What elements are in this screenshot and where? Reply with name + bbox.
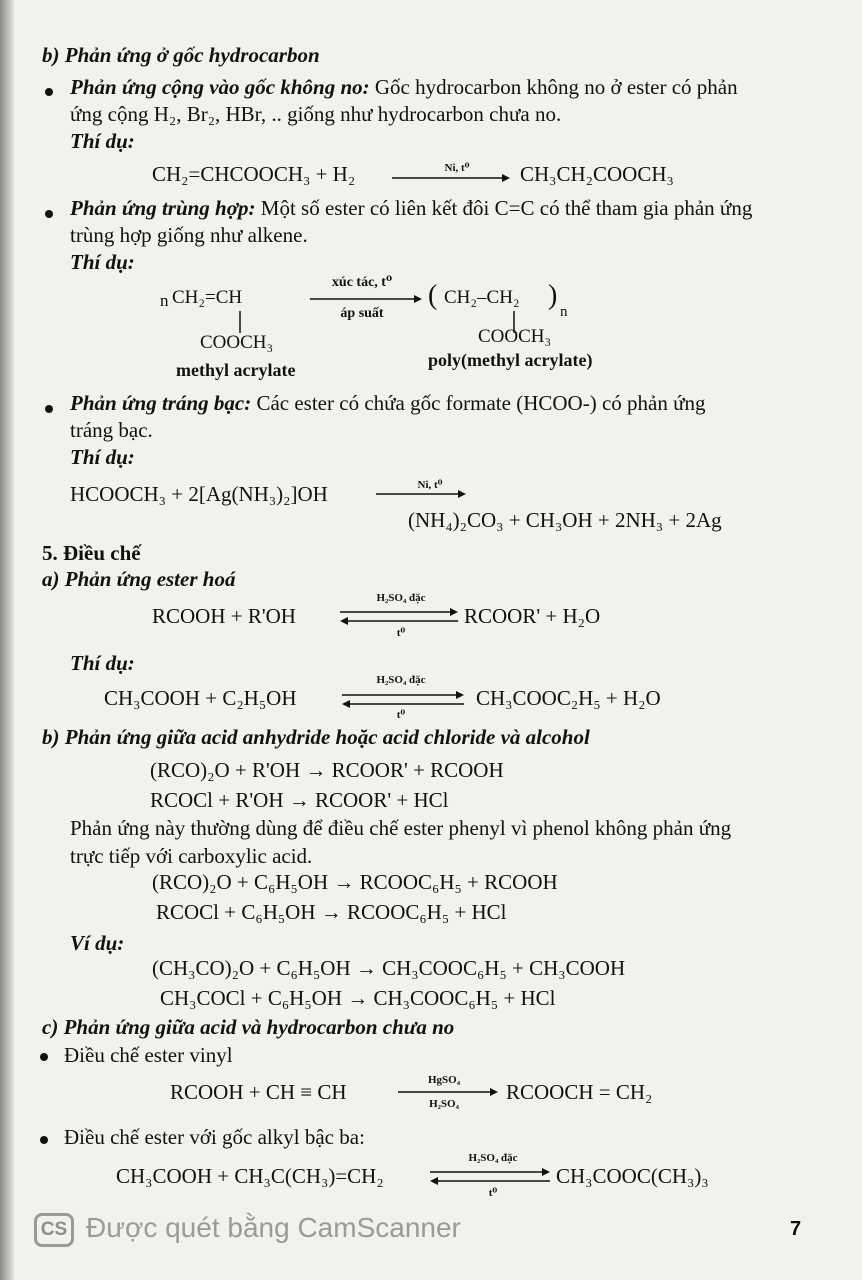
addition-label: Phản ứng cộng vào gốc không no: [70, 75, 370, 99]
silver-equation-condition: Ni, t⁰ [417, 479, 443, 491]
tertiary-eq-cond-bottom: t⁰ [488, 1187, 498, 1199]
polymer-condition-top: xúc tác, t⁰ [331, 275, 393, 290]
polymer-product-chain: CH₂–CH₂ [444, 287, 520, 308]
polymer-product-substituent: COOCH₃ [478, 326, 552, 347]
silver-equation-left: HCOOCH₃ + 2[Ag(NH₃)₂]OH [70, 482, 328, 506]
section-heading-preparation: 5. Điều chế [42, 541, 141, 565]
polymer-substituent: COOCH₃ [200, 332, 274, 353]
vinyl-ester-item: Điều chế ester vinyl [64, 1043, 233, 1067]
subsection-unsaturated: c) Phản ứng giữa acid và hydrocarbon chưa no [42, 1015, 455, 1039]
reaction-arrow-icon [392, 172, 510, 184]
esterification-cond-top: H₂SO₄ đặc [376, 592, 426, 604]
polymer-example-label: Thí dụ: [70, 250, 135, 274]
anhydride-example-label: Ví dụ: [70, 931, 125, 955]
polymer-name: poly(methyl acrylate) [428, 350, 593, 370]
page-edge-shadow [0, 0, 14, 1280]
tertiary-eq-cond-top: H₂SO₄ đặc [468, 1152, 518, 1164]
section-heading-hydrocarbon: b) Phản ứng ở gốc hydrocarbon [42, 43, 320, 67]
esterification-example-left: CH₃COOH + C₂H₅OH [104, 686, 297, 710]
vinyl-eq-right: RCOOCH = CH₂ [506, 1080, 653, 1104]
anhydride-example-1: (CH₃CO)₂O + C₆H₅OH → CH₃COOC₆H₅ + CH₃COOH [152, 956, 626, 980]
anhydride-example-2: CH₃COCl + C₆H₅OH → CH₃COOC₆H₅ + HCl [160, 986, 556, 1010]
esterification-cond-bottom: t⁰ [396, 627, 406, 639]
subsection-anhydride: b) Phản ứng giữa acid anhydride hoặc acid chloride và alcohol [42, 725, 590, 749]
addition-paragraph-line1 [70, 74, 738, 101]
polymer-text-1: Một số ester có liên kết đôi C=C có thể tham gia phản ứng [255, 196, 753, 220]
esterification-example-cond-bottom: t⁰ [396, 709, 406, 721]
addition-equation-left: CH₂=CHCOOCH₃ + H₂ [152, 162, 356, 186]
polymer-product-n: n [560, 304, 568, 320]
anhydride-text-2: trực tiếp với carboxylic acid. [70, 844, 313, 868]
anhydride-eq-2: RCOCl + R'OH → RCOOR' + HCl [150, 788, 449, 812]
reaction-arrow-icon [398, 1086, 498, 1098]
reaction-arrow-icon [310, 293, 422, 305]
vinyl-eq-cond-top: HgSO₄ [427, 1074, 461, 1086]
silver-label: Phản ứng tráng bạc: [70, 391, 252, 415]
example-label: Thí dụ: [70, 129, 135, 153]
bullet-icon [45, 405, 53, 413]
addition-equation-condition: Ni, t⁰ [444, 162, 470, 174]
bullet-icon [40, 1136, 48, 1144]
anhydride-text-1: Phản ứng này thường dùng để điều chế ester phenyl vì phenol không phản ứng [70, 816, 732, 840]
esterification-example-cond-top: H₂SO₄ đặc [376, 674, 426, 686]
addition-text-1: Gốc hydrocarbon không no ở ester có phản [369, 75, 738, 99]
silver-example-label: Thí dụ: [70, 445, 135, 469]
bullet-icon [45, 88, 53, 96]
silver-paragraph-line1 [70, 390, 705, 417]
bullet-icon [40, 1053, 48, 1061]
anhydride-eq-1: (RCO)₂O + R'OH → RCOOR' + RCOOH [150, 758, 504, 782]
tertiary-ester-item: Điều chế ester với gốc alkyl bậc ba: [64, 1125, 365, 1149]
bullet-icon [45, 210, 53, 218]
polymer-monomer: CH₂=CH [172, 287, 243, 308]
scanner-watermark: Được quét bằng CamScanner [86, 1212, 461, 1243]
esterification-example-right: CH₃COOC₂H₅ + H₂O [476, 686, 661, 710]
esterification-left: RCOOH + R'OH [152, 604, 296, 628]
subsection-esterification: a) Phản ứng ester hoá [42, 567, 236, 591]
anhydride-eq-4: RCOCl + C₆H₅OH → RCOOC₆H₅ + HCl [156, 900, 507, 924]
vinyl-eq-left: RCOOH + CH ≡ CH [170, 1080, 347, 1104]
esterification-example-label: Thí dụ: [70, 651, 135, 675]
bond-line [238, 311, 242, 333]
silver-text-2: tráng bạc. [70, 418, 153, 442]
addition-equation-right: CH₃CH₂COOCH₃ [520, 162, 674, 186]
camscanner-logo-icon: CS [34, 1213, 74, 1247]
tertiary-eq-left: CH₃COOH + CH₃C(CH₃)=CH₂ [116, 1164, 384, 1188]
silver-equation-right: (NH₄)₂CO₃ + CH₃OH + 2NH₃ + 2Ag [408, 508, 722, 532]
vinyl-eq-cond-bottom: H₂SO₄ [429, 1098, 459, 1110]
polymer-label: Phản ứng trùng hợp: [70, 196, 256, 220]
reversible-arrow-icon [430, 1166, 550, 1188]
polymer-bracket-left: ( [428, 280, 438, 311]
addition-text-2: ứng cộng H₂, Br₂, HBr, .. giống như hydrocarbon chưa no. [70, 102, 562, 126]
polymer-bracket-right: ) [548, 280, 558, 311]
monomer-name: methyl acrylate [176, 360, 296, 380]
polymer-n: n [160, 291, 169, 310]
reaction-arrow-icon [376, 488, 466, 500]
page-number: 7 [790, 1218, 802, 1240]
polymer-condition-bottom: áp suất [340, 306, 384, 321]
polymer-paragraph-line1 [70, 195, 752, 222]
polymer-text-2: trùng hợp giống như alkene. [70, 223, 308, 247]
anhydride-eq-3: (RCO)₂O + C₆H₅OH → RCOOC₆H₅ + RCOOH [152, 870, 558, 894]
reversible-arrow-icon [340, 606, 458, 628]
tertiary-eq-right: CH₃COOC(CH₃)₃ [556, 1164, 709, 1188]
silver-text-1: Các ester có chứa gốc formate (HCOO-) có phản ứng [251, 391, 706, 415]
esterification-right: RCOOR' + H₂O [464, 604, 601, 628]
